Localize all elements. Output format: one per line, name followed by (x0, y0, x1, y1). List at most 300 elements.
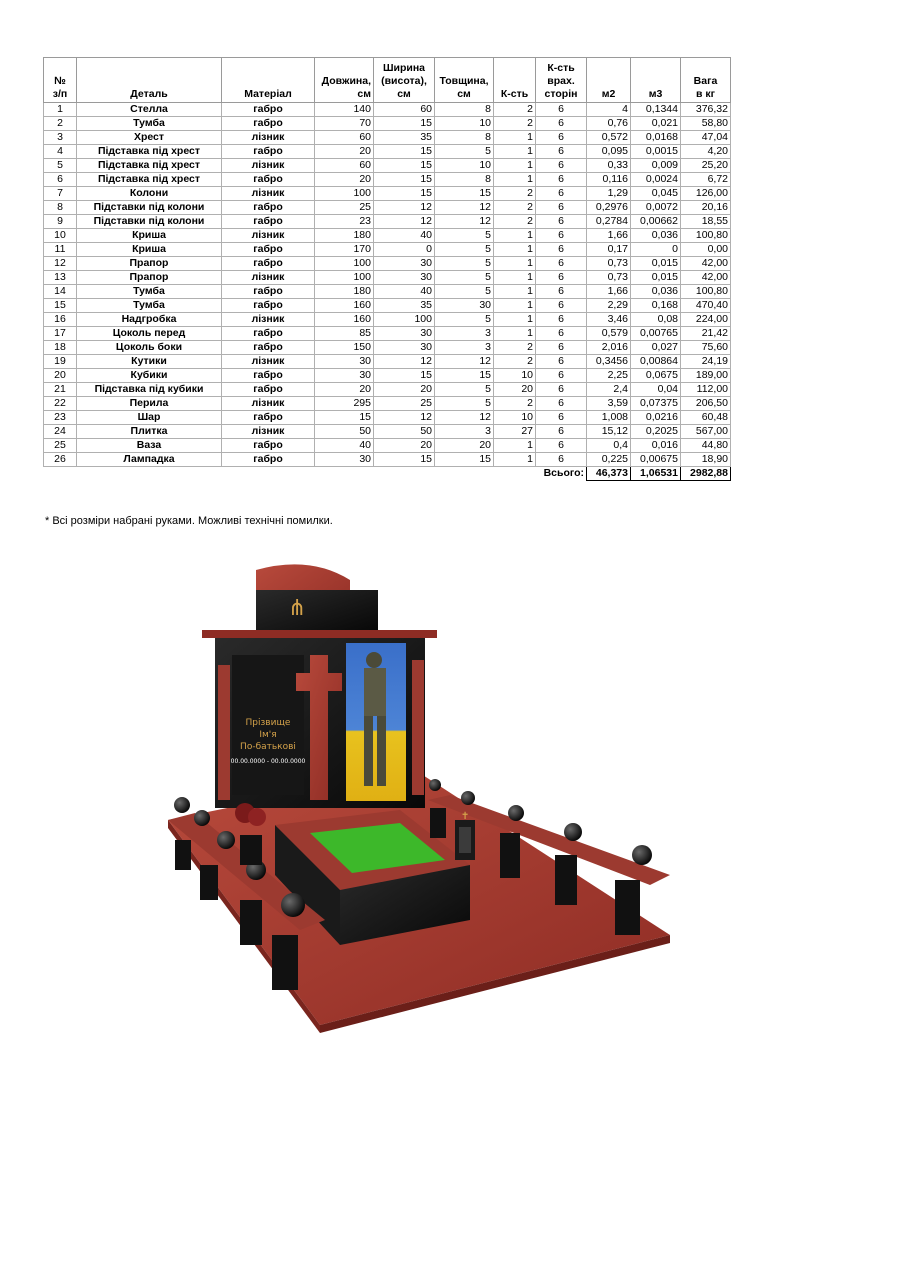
cell-part: Кутики (77, 355, 222, 369)
cell-length: 100 (315, 257, 374, 271)
column-left (218, 665, 230, 800)
cell-m3: 0,168 (631, 299, 681, 313)
cell-m3: 0,021 (631, 117, 681, 131)
cell-material: габро (222, 201, 315, 215)
cell-weight: 47,04 (681, 131, 731, 145)
cell-material: лізник (222, 229, 315, 243)
cell-m3: 0,1344 (631, 103, 681, 117)
cell-sides: 6 (536, 187, 587, 201)
cell-material: габро (222, 257, 315, 271)
cell-part: Перила (77, 397, 222, 411)
cell-num: 25 (44, 439, 77, 453)
table-row (44, 103, 731, 117)
cell-m3: 0,009 (631, 159, 681, 173)
cell-width: 12 (374, 215, 435, 229)
cell-weight: 42,00 (681, 257, 731, 271)
cell-part: Надгробка (77, 313, 222, 327)
cell-part: Тумба (77, 299, 222, 313)
cell-material: габро (222, 117, 315, 131)
cell-part: Лампадка (77, 453, 222, 467)
cell-width: 15 (374, 117, 435, 131)
header-num: № з/п (44, 58, 77, 103)
cell-num: 7 (44, 187, 77, 201)
cell-m3: 0,0015 (631, 145, 681, 159)
cell-qty: 1 (494, 229, 536, 243)
cell-qty: 1 (494, 285, 536, 299)
cell-weight: 470,40 (681, 299, 731, 313)
cell-m3: 0 (631, 243, 681, 257)
cell-m3: 0,0072 (631, 201, 681, 215)
cell-width: 15 (374, 159, 435, 173)
cell-sides: 6 (536, 397, 587, 411)
cell-part: Криша (77, 229, 222, 243)
cell-material: лізник (222, 187, 315, 201)
cell-thickness: 8 (435, 131, 494, 145)
cell-length: 30 (315, 355, 374, 369)
cell-m3: 0,015 (631, 271, 681, 285)
plaque-line-3: По-батькові (240, 742, 296, 752)
cell-m2: 0,579 (587, 327, 631, 341)
cell-num: 5 (44, 159, 77, 173)
cell-weight: 42,00 (681, 271, 731, 285)
header-sides: К-сть врах. сторін (536, 58, 587, 103)
cell-sides: 6 (536, 257, 587, 271)
table-row (44, 159, 731, 173)
cell-part: Підставка під хрест (77, 159, 222, 173)
cell-width: 0 (374, 243, 435, 257)
cell-m2: 0,33 (587, 159, 631, 173)
cell-m2: 0,225 (587, 453, 631, 467)
cell-qty: 2 (494, 103, 536, 117)
cell-weight: 112,00 (681, 383, 731, 397)
cell-part: Стелла (77, 103, 222, 117)
cell-length: 140 (315, 103, 374, 117)
cell-m2: 2,29 (587, 299, 631, 313)
disclaimer-note: * Всі розміри набрані руками. Можливі технічні помилки. (45, 515, 333, 527)
cell-num: 2 (44, 117, 77, 131)
cell-material: лізник (222, 397, 315, 411)
cell-thickness: 12 (435, 355, 494, 369)
plaque-line-2: Ім'я (259, 730, 277, 740)
cell-m2: 0,76 (587, 117, 631, 131)
cell-width: 35 (374, 299, 435, 313)
cell-m2: 3,59 (587, 397, 631, 411)
cell-num: 1 (44, 103, 77, 117)
table-row (44, 243, 731, 257)
cell-m2: 0,572 (587, 131, 631, 145)
plaque-line-1: Прізвище (245, 718, 291, 728)
cell-qty: 1 (494, 257, 536, 271)
cell-num: 10 (44, 229, 77, 243)
cell-sides: 6 (536, 117, 587, 131)
cell-sides: 6 (536, 411, 587, 425)
cell-qty: 10 (494, 369, 536, 383)
cell-thickness: 12 (435, 215, 494, 229)
cell-length: 50 (315, 425, 374, 439)
cell-sides: 6 (536, 173, 587, 187)
cell-thickness: 20 (435, 439, 494, 453)
cell-m2: 1,29 (587, 187, 631, 201)
cell-m2: 1,66 (587, 229, 631, 243)
cell-num: 12 (44, 257, 77, 271)
cell-qty: 1 (494, 327, 536, 341)
cell-width: 40 (374, 285, 435, 299)
cell-m3: 0,036 (631, 229, 681, 243)
cell-material: габро (222, 369, 315, 383)
cell-material: лізник (222, 313, 315, 327)
cell-m2: 0,095 (587, 145, 631, 159)
cell-width: 12 (374, 411, 435, 425)
cell-length: 85 (315, 327, 374, 341)
cell-weight: 18,55 (681, 215, 731, 229)
cell-sides: 6 (536, 243, 587, 257)
cell-material: габро (222, 453, 315, 467)
table-row (44, 215, 731, 229)
cell-sides: 6 (536, 341, 587, 355)
cell-sides: 6 (536, 159, 587, 173)
cell-weight: 21,42 (681, 327, 731, 341)
cell-part: Підставка під хрест (77, 173, 222, 187)
cell-length: 40 (315, 439, 374, 453)
table-row (44, 411, 731, 425)
cell-qty: 2 (494, 397, 536, 411)
cell-qty: 1 (494, 299, 536, 313)
cell-m2: 15,12 (587, 425, 631, 439)
table-header-row (44, 58, 731, 103)
cell-thickness: 10 (435, 117, 494, 131)
cell-material: габро (222, 411, 315, 425)
cell-m3: 0,2025 (631, 425, 681, 439)
cell-sides: 6 (536, 439, 587, 453)
cell-length: 20 (315, 383, 374, 397)
header-m2: м2 (587, 58, 631, 103)
cell-length: 70 (315, 117, 374, 131)
cell-m2: 0,73 (587, 257, 631, 271)
cell-material: габро (222, 285, 315, 299)
cell-m2: 0,17 (587, 243, 631, 257)
header-weight: Вага в кг (681, 58, 731, 103)
cell-length: 25 (315, 201, 374, 215)
cell-part: Криша (77, 243, 222, 257)
cell-sides: 6 (536, 285, 587, 299)
cell-num: 22 (44, 397, 77, 411)
cell-qty: 2 (494, 341, 536, 355)
cell-thickness: 3 (435, 327, 494, 341)
cell-length: 20 (315, 173, 374, 187)
cell-sides: 6 (536, 313, 587, 327)
cell-material: габро (222, 327, 315, 341)
table-row (44, 327, 731, 341)
cell-material: габро (222, 103, 315, 117)
table-row (44, 439, 731, 453)
cell-m3: 0,00675 (631, 453, 681, 467)
cell-part: Колони (77, 187, 222, 201)
cell-m2: 0,73 (587, 271, 631, 285)
cell-num: 3 (44, 131, 77, 145)
spec-table (43, 57, 731, 481)
header-length: Довжина, см (315, 58, 374, 103)
cell-m2: 2,4 (587, 383, 631, 397)
cell-length: 180 (315, 229, 374, 243)
cell-width: 35 (374, 131, 435, 145)
monument-render (160, 555, 680, 1035)
cell-m2: 2,25 (587, 369, 631, 383)
cell-width: 40 (374, 229, 435, 243)
cell-sides: 6 (536, 453, 587, 467)
cell-num: 4 (44, 145, 77, 159)
table-row (44, 201, 731, 215)
cell-thickness: 5 (435, 257, 494, 271)
cell-thickness: 12 (435, 411, 494, 425)
total-m2: 46,373 (587, 467, 631, 481)
cell-weight: 25,20 (681, 159, 731, 173)
cell-material: габро (222, 173, 315, 187)
cell-thickness: 12 (435, 201, 494, 215)
table-row (44, 117, 731, 131)
cell-width: 30 (374, 257, 435, 271)
table-row (44, 229, 731, 243)
cell-thickness: 5 (435, 243, 494, 257)
table-body (44, 103, 731, 467)
cell-material: габро (222, 439, 315, 453)
cell-m2: 0,2976 (587, 201, 631, 215)
cell-part: Хрест (77, 131, 222, 145)
cell-length: 100 (315, 187, 374, 201)
cell-num: 15 (44, 299, 77, 313)
cell-weight: 100,80 (681, 229, 731, 243)
cell-material: лізник (222, 131, 315, 145)
trident-emblem: ⋔ (288, 596, 307, 621)
total-row (44, 467, 731, 481)
cell-width: 30 (374, 327, 435, 341)
cell-qty: 20 (494, 383, 536, 397)
cell-m2: 0,2784 (587, 215, 631, 229)
cell-num: 18 (44, 341, 77, 355)
cell-qty: 2 (494, 215, 536, 229)
cell-thickness: 10 (435, 159, 494, 173)
cell-thickness: 5 (435, 145, 494, 159)
cell-width: 30 (374, 271, 435, 285)
cell-weight: 100,80 (681, 285, 731, 299)
table-row (44, 355, 731, 369)
cell-thickness: 15 (435, 369, 494, 383)
cell-m2: 0,4 (587, 439, 631, 453)
cell-width: 60 (374, 103, 435, 117)
cell-qty: 1 (494, 173, 536, 187)
cell-qty: 1 (494, 453, 536, 467)
cell-m2: 1,008 (587, 411, 631, 425)
cell-qty: 2 (494, 355, 536, 369)
cell-num: 26 (44, 453, 77, 467)
cell-m2: 0,3456 (587, 355, 631, 369)
table-row (44, 257, 731, 271)
cell-part: Підставка під кубики (77, 383, 222, 397)
cell-sides: 6 (536, 299, 587, 313)
cell-thickness: 30 (435, 299, 494, 313)
cell-weight: 75,60 (681, 341, 731, 355)
cell-length: 160 (315, 299, 374, 313)
cell-weight: 60,48 (681, 411, 731, 425)
cell-m3: 0,0168 (631, 131, 681, 145)
cell-width: 50 (374, 425, 435, 439)
cell-material: габро (222, 145, 315, 159)
cell-material: габро (222, 341, 315, 355)
cell-m3: 0,07375 (631, 397, 681, 411)
header-part: Деталь (77, 58, 222, 103)
cell-length: 100 (315, 271, 374, 285)
cell-part: Підставки під колони (77, 201, 222, 215)
cell-material: лізник (222, 271, 315, 285)
cell-weight: 4,20 (681, 145, 731, 159)
cell-sides: 6 (536, 383, 587, 397)
cell-length: 60 (315, 159, 374, 173)
cell-weight: 24,19 (681, 355, 731, 369)
cell-m3: 0,0675 (631, 369, 681, 383)
cell-thickness: 5 (435, 271, 494, 285)
cell-sides: 6 (536, 369, 587, 383)
cell-width: 15 (374, 453, 435, 467)
table-row (44, 285, 731, 299)
cell-thickness: 3 (435, 341, 494, 355)
cell-m3: 0,00662 (631, 215, 681, 229)
cell-sides: 6 (536, 103, 587, 117)
cell-sides: 6 (536, 145, 587, 159)
cell-length: 20 (315, 145, 374, 159)
cell-width: 20 (374, 439, 435, 453)
cell-thickness: 5 (435, 285, 494, 299)
cell-m3: 0,00765 (631, 327, 681, 341)
cell-part: Підставка під хрест (77, 145, 222, 159)
cell-weight: 224,00 (681, 313, 731, 327)
cell-length: 180 (315, 285, 374, 299)
cell-thickness: 8 (435, 103, 494, 117)
cell-weight: 18,90 (681, 453, 731, 467)
cell-material: лізник (222, 355, 315, 369)
cell-part: Плитка (77, 425, 222, 439)
cell-m3: 0,045 (631, 187, 681, 201)
cell-sides: 6 (536, 215, 587, 229)
cell-material: габро (222, 243, 315, 257)
cell-weight: 0,00 (681, 243, 731, 257)
cell-num: 20 (44, 369, 77, 383)
cell-qty: 1 (494, 271, 536, 285)
cell-width: 15 (374, 187, 435, 201)
cell-width: 12 (374, 201, 435, 215)
roof (202, 630, 437, 638)
table-row (44, 131, 731, 145)
cell-num: 17 (44, 327, 77, 341)
cell-length: 15 (315, 411, 374, 425)
cell-weight: 20,16 (681, 201, 731, 215)
cell-length: 160 (315, 313, 374, 327)
table-row (44, 453, 731, 467)
cell-part: Ваза (77, 439, 222, 453)
cell-qty: 10 (494, 411, 536, 425)
cell-length: 295 (315, 397, 374, 411)
cell-length: 60 (315, 131, 374, 145)
header-width: Ширина (висота), см (374, 58, 435, 103)
cell-part: Підставки під колони (77, 215, 222, 229)
cell-thickness: 5 (435, 229, 494, 243)
cell-sides: 6 (536, 327, 587, 341)
cell-qty: 27 (494, 425, 536, 439)
cell-m2: 1,66 (587, 285, 631, 299)
cell-material: габро (222, 215, 315, 229)
header-m3: м3 (631, 58, 681, 103)
stele (202, 564, 437, 808)
cell-part: Шар (77, 411, 222, 425)
cell-weight: 206,50 (681, 397, 731, 411)
cell-qty: 2 (494, 117, 536, 131)
cell-material: лізник (222, 425, 315, 439)
header-thickness: Товщина, см (435, 58, 494, 103)
cell-length: 170 (315, 243, 374, 257)
cell-num: 23 (44, 411, 77, 425)
cell-thickness: 15 (435, 453, 494, 467)
cell-weight: 376,32 (681, 103, 731, 117)
cell-num: 24 (44, 425, 77, 439)
header-qty: К-сть (494, 58, 536, 103)
cell-m3: 0,0024 (631, 173, 681, 187)
total-weight: 2982,88 (681, 467, 731, 481)
cell-part: Тумба (77, 117, 222, 131)
cell-qty: 1 (494, 243, 536, 257)
cell-m3: 0,016 (631, 439, 681, 453)
cell-num: 11 (44, 243, 77, 257)
cell-num: 9 (44, 215, 77, 229)
cell-num: 21 (44, 383, 77, 397)
cell-weight: 44,80 (681, 439, 731, 453)
cell-sides: 6 (536, 131, 587, 145)
cell-qty: 1 (494, 313, 536, 327)
cell-m3: 0,08 (631, 313, 681, 327)
cell-length: 30 (315, 453, 374, 467)
cell-length: 150 (315, 341, 374, 355)
cell-m3: 0,027 (631, 341, 681, 355)
cell-qty: 2 (494, 201, 536, 215)
cell-thickness: 3 (435, 425, 494, 439)
total-label: Всього: (543, 467, 584, 480)
cell-qty: 1 (494, 159, 536, 173)
header-material: Матеріал (222, 58, 315, 103)
cell-width: 25 (374, 397, 435, 411)
cell-sides: 6 (536, 425, 587, 439)
cell-m2: 4 (587, 103, 631, 117)
table-row (44, 173, 731, 187)
cell-qty: 1 (494, 439, 536, 453)
cell-part: Прапор (77, 257, 222, 271)
cell-sides: 6 (536, 229, 587, 243)
cell-material: габро (222, 383, 315, 397)
column-right (412, 660, 424, 795)
cell-qty: 1 (494, 131, 536, 145)
cell-width: 15 (374, 145, 435, 159)
cell-weight: 126,00 (681, 187, 731, 201)
cell-thickness: 5 (435, 397, 494, 411)
table-row (44, 341, 731, 355)
cell-length: 23 (315, 215, 374, 229)
cell-thickness: 5 (435, 313, 494, 327)
cell-sides: 6 (536, 201, 587, 215)
cell-part: Цоколь боки (77, 341, 222, 355)
cell-part: Тумба (77, 285, 222, 299)
cell-weight: 567,00 (681, 425, 731, 439)
plaque-dates: 00.00.0000 - 00.00.0000 (230, 758, 306, 765)
cell-weight: 58,80 (681, 117, 731, 131)
cell-part: Прапор (77, 271, 222, 285)
cell-m3: 0,04 (631, 383, 681, 397)
cell-material: габро (222, 299, 315, 313)
